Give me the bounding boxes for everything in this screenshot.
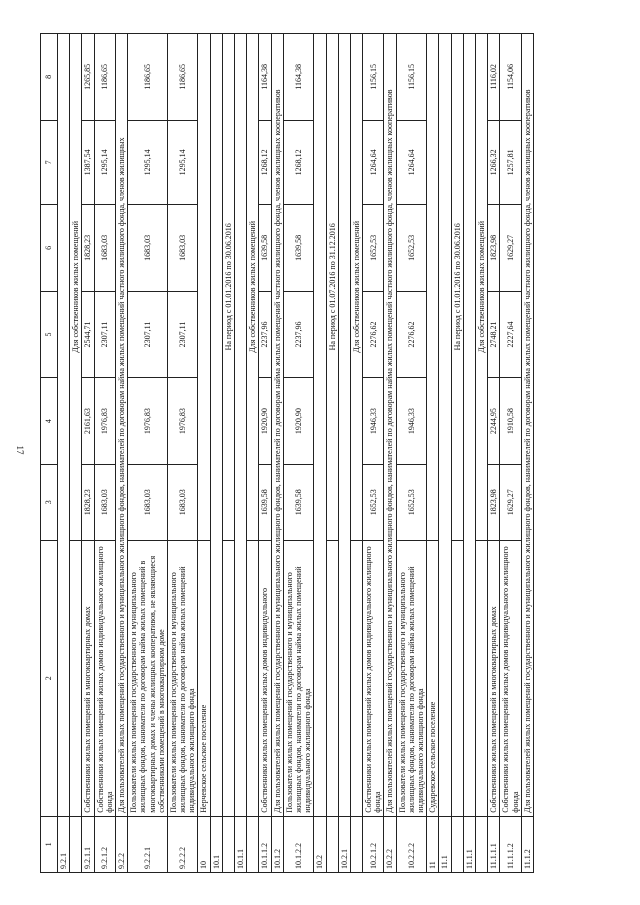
row-name: Пользователи жилых помещений государственного и муниципального жилищных фондов, наниматели по договорам найма жилых помещений индивидуального жилищного фонда [167,540,198,816]
section-title: Сударевское сельское поселение [427,540,439,816]
value-cell: 1268,12 [259,120,271,204]
table-row [350,33,362,872]
row-code: 10.2.1.2 [363,816,384,872]
row-name: Пользователи жилых помещений государственного и муниципального жилищных фондов, наниматели по договорам найма жилых помещений индивидуального жилищного фонда [396,540,427,816]
tariff-table [40,33,534,873]
empty-cell [235,33,247,816]
row-name: Пользователи жилых помещений государственного и муниципального жилищных фондов, наниматели по договорам найма жилых помещений индивидуального жилищного фонда [283,540,314,816]
value-cell: 2544,71 [82,291,94,378]
value-cell: 1683,03 [128,204,168,291]
value-cell: 1823,98 [488,204,500,291]
table-row [210,33,222,872]
row-name: Собственники жилых помещений жилых домов индивидуального жилищного фонда [500,540,521,816]
wide-label: Для пользователей жилых помещений государственного и муниципального жилищного фондов, нанимателей по договорам найма жилых помещений частного жилищного фонда, членов жилищных кооперативов [271,33,283,816]
empty-cell [70,540,82,816]
value-cell: 1828,23 [82,464,94,540]
header-cell: 1 [41,816,58,872]
section-code: 10 [198,816,210,872]
value-cell: 2307,11 [128,291,168,378]
row-code: 10.2.2 [384,816,396,872]
empty-cell [475,816,487,872]
value-cell: 1683,03 [94,464,115,540]
table-row [488,33,500,872]
header-cell: 5 [41,291,58,378]
value-cell: 1295,14 [128,120,168,204]
header-row [41,33,58,872]
empty-cell [350,816,362,872]
value-cell: 2307,11 [167,291,198,378]
table-row [338,33,350,872]
row-code: 9.2.1 [58,816,70,872]
page-number: 17 [15,445,25,455]
value-cell: 1268,12 [283,120,314,204]
value-cell: 1156,15 [396,33,427,120]
empty-cell [326,540,338,816]
header-cell: 6 [41,204,58,291]
band-label: Для собственников жилых помещений [475,33,487,540]
row-code: 11.1.1 [463,816,475,872]
value-cell: 1652,53 [396,464,427,540]
value-cell: 1264,64 [363,120,384,204]
table-row [521,33,533,872]
value-cell: 2244,95 [488,377,500,464]
row-name: Пользователи жилых помещений государственного и муниципального жилищных фондов, наниматели по договорам найма жилых помещений в многоквартирных домах и члены жилищных кооперативов, не являющиеся собственниками помещений в многоквартирном доме [128,540,168,816]
value-cell: 1639,58 [259,204,271,291]
empty-cell [58,33,70,816]
row-code: 10.2.2.2 [396,816,427,872]
value-cell: 1683,03 [167,204,198,291]
table-row [222,33,234,872]
row-code: 11.1.1.1 [488,816,500,872]
value-cell: 1186,65 [94,33,115,120]
wide-label: Для пользователей жилых помещений государственного и муниципального жилищного фондов, нанимателей по договорам найма жилых помещений частного жилищного фонда, членов жилищных [115,33,127,816]
value-cell: 1976,83 [94,377,115,464]
empty-cell [439,33,451,816]
row-name: Собственники жилых помещений жилых домов индивидуального жилищного фонда [363,540,384,816]
row-code: 10.1.1 [235,816,247,872]
value-cell: 1652,53 [363,204,384,291]
empty-cell [222,816,234,872]
row-code: 10.2 [314,816,326,872]
row-code: 11.1 [439,816,451,872]
row-code: 10.1.1.2 [259,816,271,872]
empty-cell [247,816,259,872]
header-cell: 4 [41,377,58,464]
value-cell: 1828,23 [82,204,94,291]
value-cell: 1920,90 [259,377,271,464]
row-name: Собственники жилых помещений в многоквартирных домах [488,540,500,816]
empty-cell [222,540,234,816]
value-cell: 1976,83 [128,377,168,464]
value-cell: 1629,27 [500,464,521,540]
table-row [500,33,521,872]
empty-cell [475,540,487,816]
value-cell: 1264,64 [396,120,427,204]
value-cell: 1683,03 [128,464,168,540]
value-cell: 2276,62 [363,291,384,378]
empty-cell [326,816,338,872]
empty-cell [198,33,210,540]
row-code: 9.2.2.2 [167,816,198,872]
value-cell: 1164,38 [259,33,271,120]
table-row [463,33,475,872]
band-label: На период с 01.01.2016 по 30.06.2016 [451,33,463,540]
value-cell: 1920,90 [283,377,314,464]
table-row [271,33,283,872]
value-cell: 2237,96 [259,291,271,378]
row-code: 11.1.1.2 [500,816,521,872]
empty-cell [451,816,463,872]
wide-label: Для пользователей жилых помещений государственного и муниципального жилищного фондов, нанимателей по договорам найма жилых помещений частного жилищного фонда, членов жилищных кооперативов [384,33,396,816]
value-cell: 1683,03 [94,204,115,291]
value-cell: 1683,03 [167,464,198,540]
value-cell: 1946,33 [396,377,427,464]
row-code: 10.1.2 [271,816,283,872]
value-cell: 1976,83 [167,377,198,464]
row-code: 9.2.1.2 [94,816,115,872]
value-cell: 1639,58 [259,464,271,540]
value-cell: 1639,58 [283,204,314,291]
value-cell: 1629,27 [500,204,521,291]
value-cell: 1652,53 [396,204,427,291]
value-cell: 1652,53 [363,464,384,540]
header-cell: 2 [41,540,58,816]
row-code: 11.1.2 [521,816,533,872]
band-label: На период с 01.07.2016 по 31.12.2016 [326,33,338,540]
header-cell: 8 [41,33,58,120]
value-cell: 2237,96 [283,291,314,378]
table-row [58,33,70,872]
table-row [396,33,427,872]
band-label: Для собственников жилых помещений [247,33,259,540]
row-code: 9.2.2.1 [128,816,168,872]
value-cell: 1910,58 [500,377,521,464]
table-row [198,33,210,872]
empty-cell [427,33,439,540]
value-cell: 2227,64 [500,291,521,378]
value-cell: 1295,14 [94,120,115,204]
value-cell: 1946,33 [363,377,384,464]
value-cell: 1186,65 [128,33,168,120]
table-row [259,33,271,872]
table-row [115,33,127,872]
value-cell: 2161,63 [82,377,94,464]
value-cell: 1266,32 [488,120,500,204]
rotated-table-container [40,33,600,873]
row-code: 9.2.1.1 [82,816,94,872]
table-row [235,33,247,872]
table-row [326,33,338,872]
value-cell: 1257,81 [500,120,521,204]
section-code: 11 [427,816,439,872]
table-row [167,33,198,872]
band-label: Для собственников жилых помещений [350,33,362,540]
table-row [70,33,82,872]
row-name: Собственники жилых помещений в многоквартирных домах [82,540,94,816]
table-row [384,33,396,872]
value-cell: 2748,21 [488,291,500,378]
table-row [363,33,384,872]
empty-cell [314,33,326,816]
header-cell: 3 [41,464,58,540]
value-cell: 1387,54 [82,120,94,204]
empty-cell [350,540,362,816]
empty-cell [451,540,463,816]
value-cell: 1154,06 [500,33,521,120]
band-label: Для собственников жилых помещений [70,33,82,540]
table-row [82,33,94,872]
table-row [94,33,115,872]
row-code: 9.2.2 [115,816,127,872]
empty-cell [463,33,475,816]
band-label: На период с 01.01.2016 по 30.06.2016 [222,33,234,540]
row-code: 10.2.1 [338,816,350,872]
value-cell: 2276,62 [396,291,427,378]
row-name: Собственники жилых помещений жилых домов индивидуального [259,540,271,816]
row-name: Собственники жилых помещений жилых домов индивидуального жилищного фонда [94,540,115,816]
value-cell: 1116,02 [488,33,500,120]
empty-cell [247,540,259,816]
table-row [451,33,463,872]
empty-cell [210,33,222,816]
empty-cell [338,33,350,816]
value-cell: 1823,98 [488,464,500,540]
table-row [475,33,487,872]
value-cell: 1164,38 [283,33,314,120]
empty-cell [70,816,82,872]
value-cell: 2307,11 [94,291,115,378]
table-row [314,33,326,872]
value-cell: 1265,85 [82,33,94,120]
table-row [427,33,439,872]
row-code: 10.1 [210,816,222,872]
wide-label: Для пользователей жилых помещений государственного и муниципального жилищного фондов, нанимателей по договорам найма жилых помещений частного жилищного фонда, членов жилищных кооперативов [521,33,533,816]
row-code: 10.1.2.2 [283,816,314,872]
value-cell: 1639,58 [283,464,314,540]
value-cell: 1156,15 [363,33,384,120]
value-cell: 1186,65 [167,33,198,120]
table-row [283,33,314,872]
table-row [247,33,259,872]
header-cell: 7 [41,120,58,204]
value-cell: 1295,14 [167,120,198,204]
section-title: Нерчевское сельское поселение [198,540,210,816]
table-row [128,33,168,872]
table-row [439,33,451,872]
